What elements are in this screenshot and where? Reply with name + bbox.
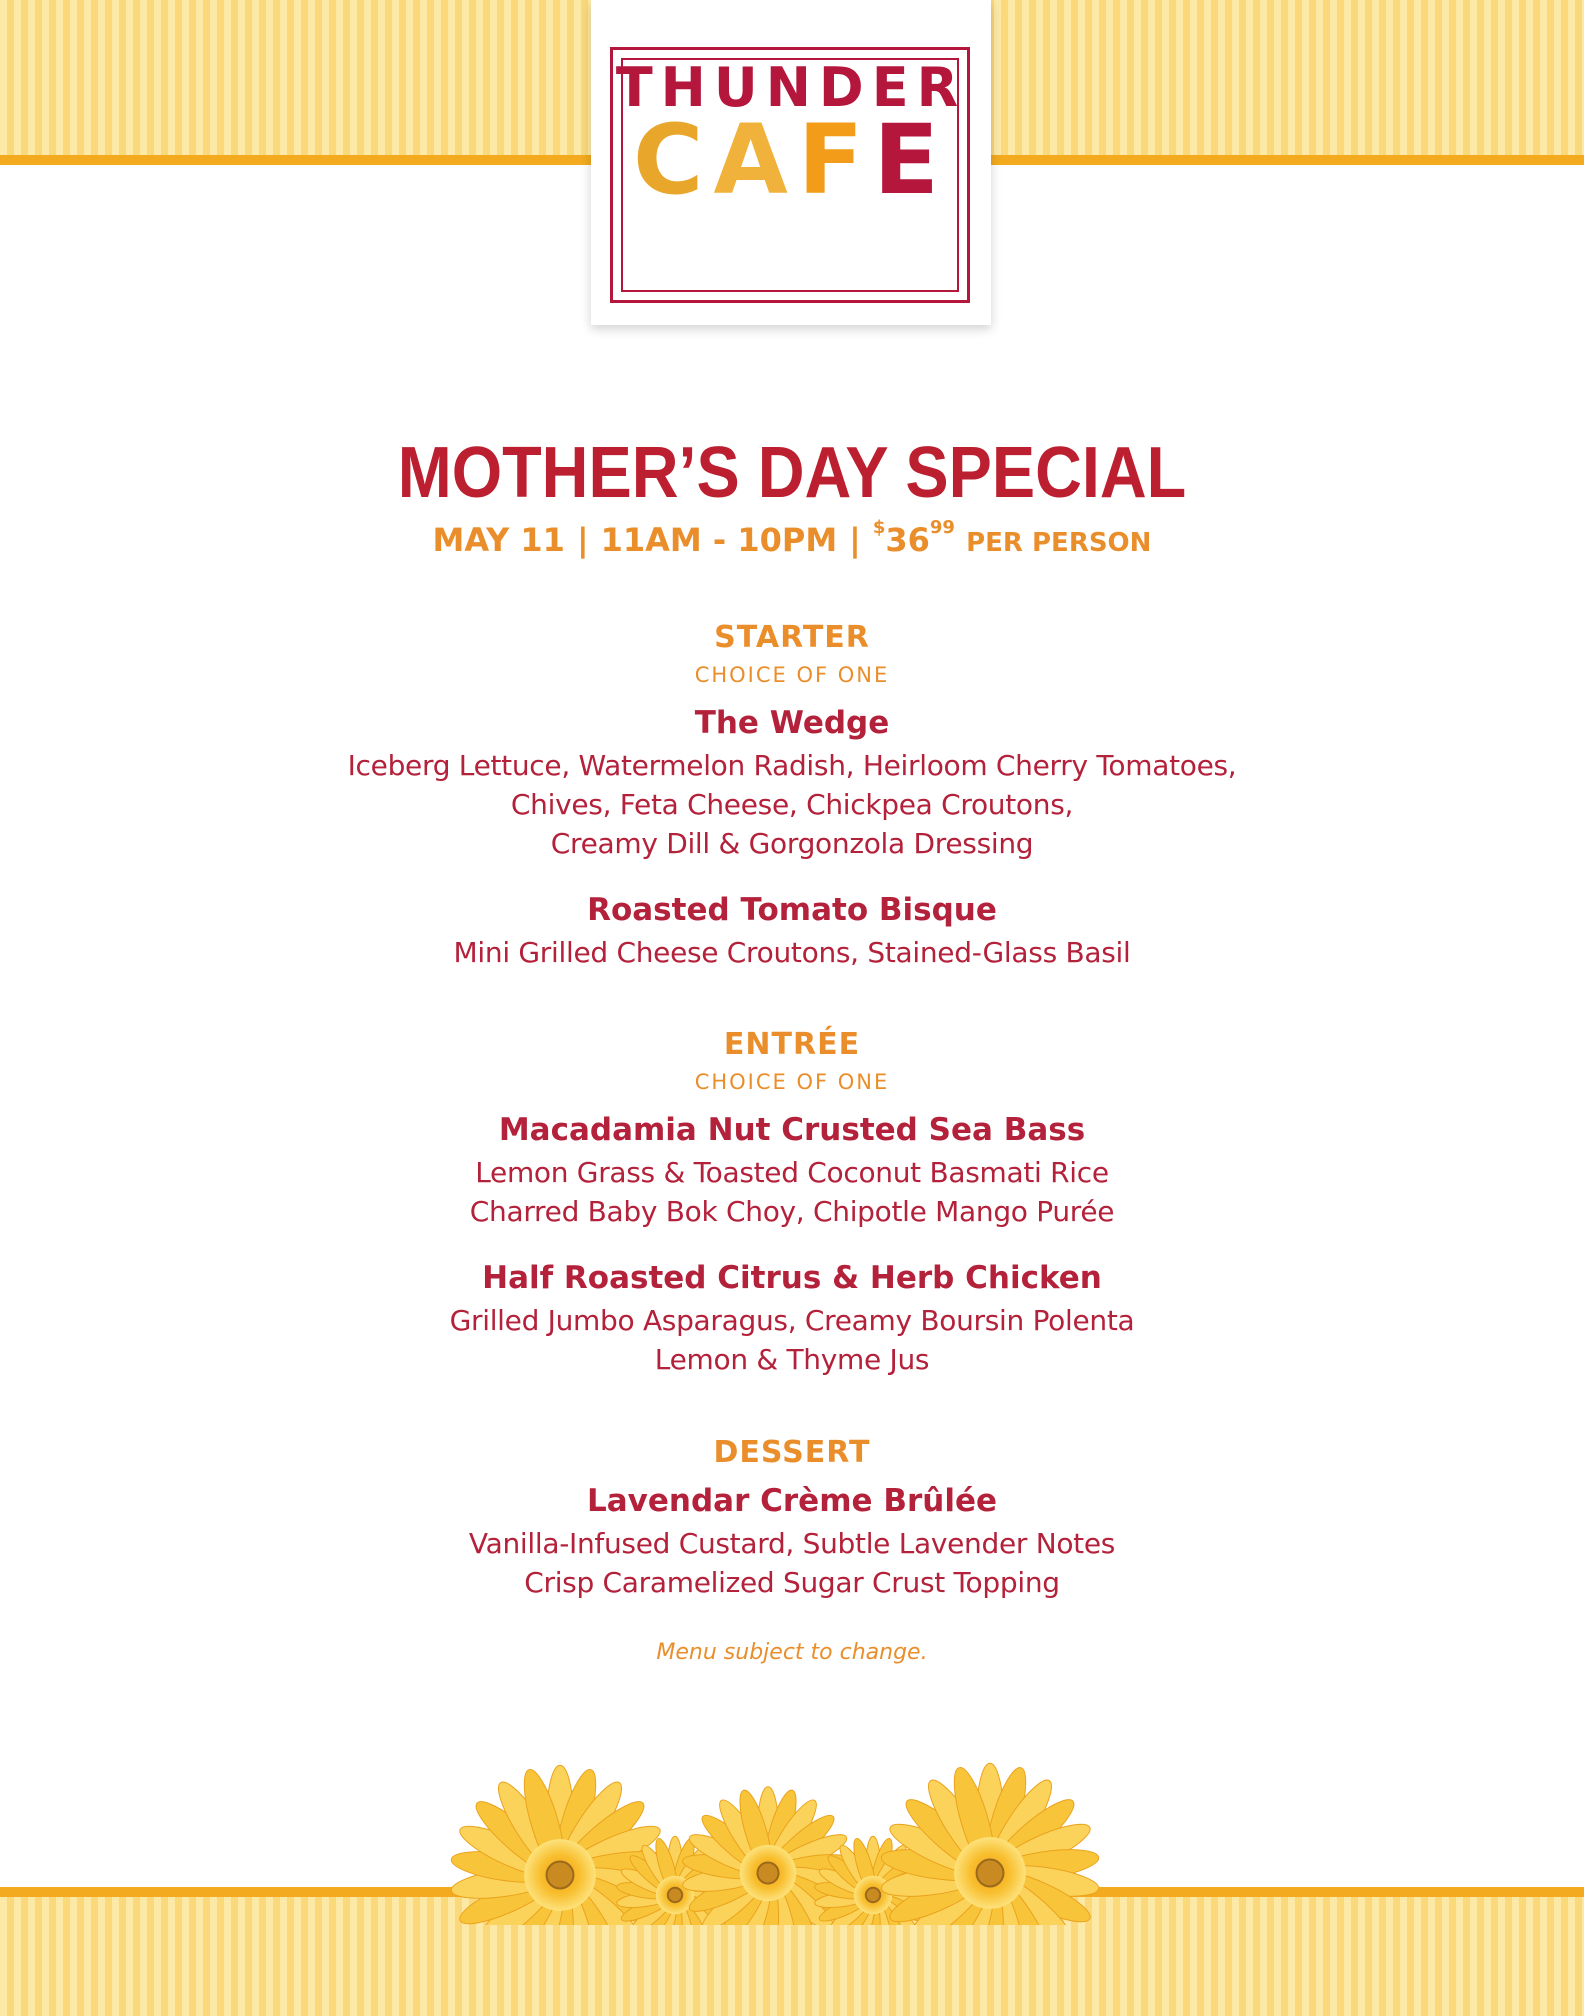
menu-item-description	[0, 1153, 1584, 1231]
description-line: Crisp Caramelized Sugar Crust Topping	[524, 1566, 1060, 1599]
description-line: Creamy Dill & Gorgonzola Dressing	[550, 827, 1034, 860]
menu-item-description	[0, 746, 1584, 863]
logo-card	[591, 0, 991, 325]
separator: |	[576, 521, 589, 559]
logo-letter-e: E	[873, 104, 949, 216]
price-suffix: PER PERSON	[966, 528, 1152, 558]
price-symbol: $	[872, 517, 886, 538]
logo-letter-f: F	[797, 104, 874, 216]
description-line: Grilled Jumbo Asparagus, Creamy Boursin Polenta	[449, 1304, 1135, 1337]
page-title: MOTHER’S DAY SPECIAL	[397, 433, 1187, 513]
menu-item-name: Roasted Tomato Bisque	[587, 892, 997, 928]
menu-item-name: Lavendar Crème Brûlée	[586, 1483, 997, 1519]
description-line: Iceberg Lettuce, Watermelon Radish, Heirloom Cherry Tomatoes,	[347, 749, 1237, 782]
logo-letter-c: C	[633, 104, 714, 216]
menu-item-description	[0, 1301, 1584, 1379]
flower-decoration	[0, 1755, 1584, 1925]
menu-item-name: Half Roasted Citrus & Herb Chicken	[482, 1260, 1102, 1296]
menu-item-description	[0, 1524, 1584, 1602]
daisy-flower-icon	[879, 1763, 1100, 1925]
section-note-starter: CHOICE OF ONE	[694, 663, 890, 687]
logo-cafe-text	[591, 104, 991, 216]
section-note-entree: CHOICE OF ONE	[694, 1070, 890, 1094]
price-cents: 99	[929, 517, 955, 538]
description-line: Chives, Feta Cheese, Chickpea Croutons,	[510, 788, 1074, 821]
event-details	[0, 517, 1584, 559]
description-line: Lemon Grass & Toasted Coconut Basmati Rice	[475, 1156, 1109, 1189]
section-title-starter: STARTER	[714, 620, 870, 655]
separator: |	[849, 521, 861, 559]
event-date: MAY 11	[432, 521, 565, 559]
section-title-dessert: DESSERT	[713, 1435, 871, 1470]
section-title-entree: ENTRÉE	[723, 1027, 861, 1062]
description-line: Charred Baby Bok Choy, Chipotle Mango Purée	[469, 1195, 1115, 1228]
price-main: 36	[885, 521, 930, 559]
description-line: Lemon & Thyme Jus	[654, 1343, 930, 1376]
disclaimer-text: Menu subject to change.	[656, 1640, 928, 1665]
logo-thunder-text: THUNDER	[615, 56, 967, 119]
menu-item-name: Macadamia Nut Crusted Sea Bass	[498, 1112, 1086, 1148]
logo-letter-a: A	[713, 104, 798, 216]
menu-item-description	[0, 933, 1584, 972]
description-line: Mini Grilled Cheese Croutons, Stained-Glass Basil	[453, 936, 1131, 969]
description-line: Vanilla-Infused Custard, Subtle Lavender Notes	[468, 1527, 1116, 1560]
menu-item-name: The Wedge	[694, 705, 890, 741]
event-hours: 11AM - 10PM	[600, 521, 838, 559]
